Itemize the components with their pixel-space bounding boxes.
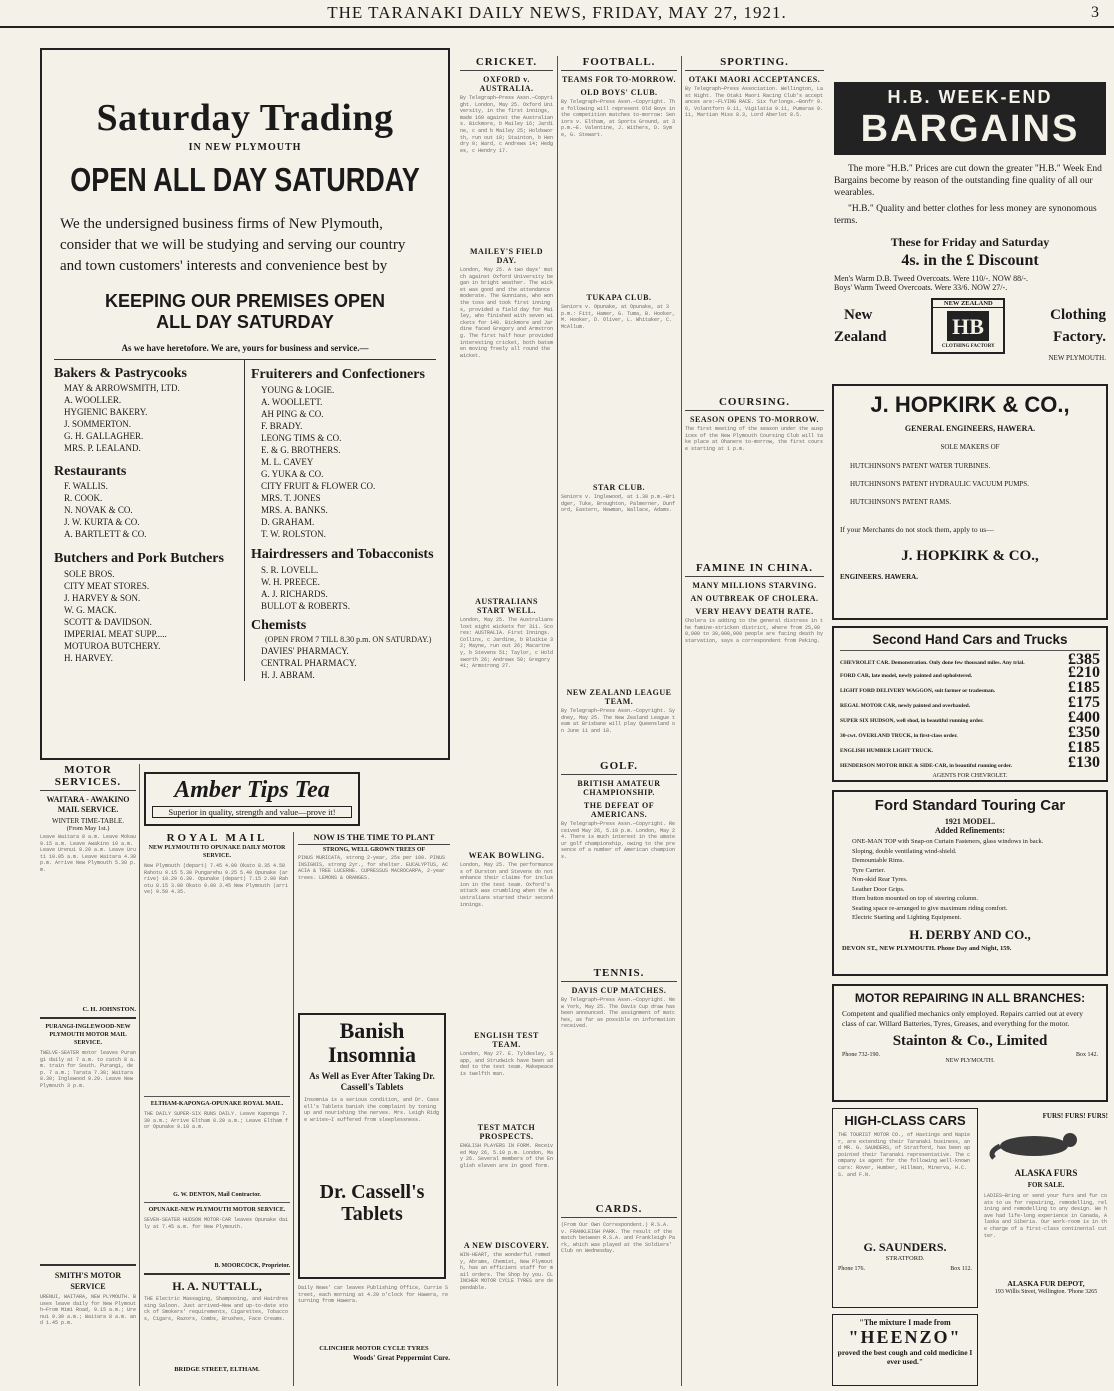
- chemists-note: (OPEN FROM 7 TILL 8.30 p.m. ON SATURDAY.): [265, 635, 432, 644]
- hairdressers-item: BULLOT & ROBERTS.: [261, 601, 351, 611]
- fruiterers-item: F. BRADY.: [261, 421, 303, 431]
- ford-item: Electric Starting and Lighting Equipment.: [852, 914, 962, 921]
- chemists-heading: Chemists: [251, 618, 307, 633]
- hb-monogram-icon: [933, 308, 1003, 344]
- bakers-item: G. H. GALLAGHER.: [64, 431, 144, 441]
- chemists-item: H. J. ABRAM.: [261, 670, 315, 680]
- clincher-tail: Woods' Great Peppermint Cure.: [353, 1354, 450, 1362]
- furs-text: LADIES—Bring or send your furs and fur coats to us for repairing, remodelling, relining and remodelling to any design. We have had life-long experience in Canada, Alaska and Siberia. Our work-room is in the charge of a first-class continental cutter.: [984, 1193, 1108, 1239]
- football-text: By Telegraph—Press Assn.—Copyright. Sydney, May 25. The New Zealand League team at Brisbane will play Queensland on June 11 and 18.: [561, 708, 676, 734]
- fruiterers-item: M. L. CAVEY: [261, 457, 314, 467]
- chemists-item: DAVIES' PHARMACY.: [261, 646, 349, 656]
- ford-title: Ford Standard Touring Car: [874, 797, 1066, 814]
- coursing-subhead: SEASON OPENS TO-MORROW.: [690, 415, 819, 424]
- stainton-title: MOTOR REPAIRING IN ALL BRANCHES:: [854, 991, 1086, 1005]
- royal-sub: NEW PLYMOUTH TO OPUNAKE DAILY MOTOR SERVICE.: [148, 845, 286, 859]
- svg-text:HB: HB: [952, 314, 985, 339]
- stainton-firm: Stainton & Co., Limited: [892, 1033, 1048, 1049]
- hopkirk-engineers: ENGINEERS. HAWERA.: [840, 573, 918, 581]
- highclass-phone: Phone 176.: [838, 1266, 865, 1272]
- heenzo-tail: proved the best cough and cold medicine I ever used.": [837, 1348, 973, 1366]
- amber-tips-tea-ad: [144, 772, 360, 826]
- golf-text: By Telegraph—Press Assn.—Copyright. Received May 26, 5.10 p.m. London, May 24. There is much interest in the amateur golf championship, owing to the presence of a number of American champions.: [561, 821, 676, 860]
- hb-factory: Factory.: [1053, 329, 1106, 345]
- motor-services-column: [40, 764, 140, 1386]
- hairdressers-heading: Hairdressers and Tobacconists: [251, 547, 434, 562]
- hopkirk-sub: GENERAL ENGINEERS, HAWERA.: [904, 424, 1036, 433]
- butchers-item: SOLE BROS.: [64, 569, 115, 579]
- motor-timetable: Leave Waitara 8 a.m. Leave Mokau 9.15 a.m. Leave Awakino 10 a.m. Leave Urenui 9.20 a.m. Leave Uruti 10.05 a.m. Leave Waitara 4.30 p.m. Arrive New Plymouth 5.30 p.m.: [40, 834, 136, 873]
- cholera-subhead: AN OUTBREAK OF CHOLERA.: [690, 594, 819, 603]
- fruiterers-item: T. W. ROLSTON.: [261, 529, 326, 539]
- car-desc: FORD CAR, late model, newly painted and upholstered.: [840, 673, 973, 679]
- restaurants-item: J. W. KURTA & CO.: [64, 517, 140, 527]
- hb-bargains-ad: [830, 82, 1110, 372]
- banish-l3: As Well as Ever After Taking Dr. Cassell's Tablets: [309, 1071, 435, 1092]
- car-desc: ENGLISH HUMBER LIGHT TRUCK.: [840, 748, 934, 754]
- football-text: Seniors v. Opunake, at Opunake, at 3 p.m.: Fitt, Hamer, G. Tuma, B. Hooker, M. Hooker, D. Oliver, L. Whitaker, C. McAllum.: [561, 304, 676, 330]
- restaurants-item: R. COOK.: [64, 493, 103, 503]
- butchers-item: J. HARVEY & SON.: [64, 593, 141, 603]
- chemists-item: CENTRAL PHARMACY.: [261, 658, 357, 668]
- motor-winter: WINTER TIME-TABLE.: [51, 817, 125, 825]
- cricket-text: London, May 27. E. Tyldesley, Sapp, and Strudwick have been added to the test team. Makepeace is twelfth man.: [460, 1051, 553, 1077]
- hb-banner: [834, 82, 1106, 155]
- restaurants-item: A. BARTLETT & CO.: [64, 529, 147, 539]
- hairdressers-list: [251, 564, 436, 612]
- ford-item: Seating space re-arranged to give maximum riding comfort.: [852, 904, 1008, 912]
- highclass-title: HIGH-CLASS CARS: [844, 1113, 966, 1128]
- furs-addr: 193 Willis Street, Wellington. 'Phone 3265: [994, 1289, 1098, 1295]
- golf-title: GOLF.: [561, 760, 677, 775]
- chemists-list: [251, 645, 436, 681]
- car-price: £210: [1068, 664, 1100, 681]
- motor-waitara: WAITARA - AWAKINO MAIL SERVICE.: [46, 795, 130, 814]
- highclass-place: STRATFORD.: [885, 1255, 925, 1262]
- nuttall-title: H. A. NUTTALL,: [172, 1279, 262, 1293]
- football-subhead: TEAMS FOR TO-MORROW.: [561, 75, 677, 84]
- hopkirk-ad: [832, 384, 1108, 620]
- royal-title: ROYAL MAIL: [166, 832, 268, 844]
- car-desc: REGAL MOTOR CAR, newly painted and overhauled.: [840, 703, 971, 709]
- fruiterers-item: E. & G. BROTHERS.: [261, 445, 341, 455]
- hb-badge2: CLOTHING FACTORY: [941, 344, 995, 349]
- cricket-text: London, May 25. The Australians lost eight wickets for 311. Scores: AUSTRALIA. First Innings. Collins, c Jardine, b Blaikie 32; Mayne, run out 26; Macartney, b Stevens 51; Taylor, c Holdsworth 26; Andrews 50; Gregory 41; Armstrong 27.: [460, 617, 553, 670]
- butchers-item: SCOTT & DAVIDSON.: [64, 617, 152, 627]
- furs-head: FURS! FURS! FURS!: [1042, 1112, 1108, 1120]
- car-price: £385: [1068, 651, 1100, 668]
- cricket-text: By Telegraph—Press Assn.—Copyright. London, May 25. Oxford University, in the first innings, made 169 against the Australians. Bickmore, b Mailey 16; Jardine, c and b Mailey 25; Holdsworth, run out 10; Stainton, b Hendry 0; Ward, c Andrews 14; Hedges, c Hendry 17.: [460, 95, 553, 154]
- plant-column: [298, 832, 450, 1386]
- masthead-title: THE TARANAKI DAILY NEWS, FRIDAY, MAY 27, 1921.: [327, 3, 787, 22]
- ford-item: ONE-MAN TOP with Snap-on Curtain Fasteners, glass windows in back.: [852, 838, 1044, 845]
- restaurants-heading: Restaurants: [54, 464, 127, 479]
- motor-smith-text: URENUI, WAITARA, NEW PLYMOUTH. Buses leave daily for New Plymouth—From Mimi Road, 9.15 a.m.; Urenui 9.30 a.m.; Waitara 8 a.m. and 1.45 p.m.: [40, 1294, 136, 1327]
- hopkirk-agents: SOLE MAKERS OF: [940, 443, 1000, 451]
- stainton-phone: Phone 732-190.: [842, 1052, 880, 1058]
- bakers-item: HYGIENIC BAKERY.: [64, 407, 148, 417]
- cricket-subhead: OXFORD v. AUSTRALIA.: [479, 75, 534, 93]
- tennis-text: By Telegraph—Press Assn.—Copyright. New York, May 25. The Davis Cup draw has been announced. The assignment of matches, as far as possible on information received.: [561, 997, 676, 1030]
- tennis-title: TENNIS.: [561, 967, 677, 982]
- car-price: £130: [1068, 754, 1100, 771]
- coursing-text: The first meeting of the season under the auspices of the New Plymouth Coursing Club will take place at Ohanere to-morrow, the first course starting at 1 p.m.: [685, 426, 824, 452]
- car-listing: [840, 709, 1100, 727]
- fruiterers-item: A. WOOLLETT.: [261, 397, 323, 407]
- motor-title: MOTOR SERVICES.: [40, 764, 136, 791]
- furs-ad: [982, 1108, 1110, 1386]
- car-listing: [840, 679, 1100, 697]
- hb-body1: The more "H.B." Prices are cut down the greater "H.B." Week End Bargains become by reason of the outstanding fine quality of all our wearables.: [834, 164, 1102, 198]
- car-listing: [840, 724, 1100, 742]
- saturday-in: IN NEW PLYMOUTH: [188, 142, 302, 153]
- car-desc: LIGHT FORD DELIVERY WAGGON, suit farmer or tradesman.: [840, 688, 996, 694]
- car-price: £350: [1068, 724, 1100, 741]
- fruiterers-item: G. YUKA & CO.: [261, 469, 324, 479]
- famine-subhead: MANY MILLIONS STARVING.: [692, 581, 817, 590]
- restaurants-item: F. WALLIS.: [64, 481, 108, 491]
- hb-new: New: [844, 307, 873, 323]
- stainton-body: Competent and qualified mechanics only employed. Repairs carried out at every class of car. Willard Batteries, Tyres, Greases, and everything for the motor.: [842, 1009, 1083, 1028]
- hopkirk-item: HUTCHINSON'S PATENT WATER TURBINES.: [850, 462, 991, 470]
- furs-alaska: ALASKA FURS: [1014, 1168, 1078, 1178]
- motor-sign: C. H. JOHNSTON.: [82, 1006, 136, 1013]
- motor-from: (From May 1st.): [66, 825, 110, 832]
- cricket-subhead: ENGLISH TEST TEAM.: [474, 1031, 539, 1049]
- plant-sub: STRONG, WELL GROWN TREES OF: [322, 847, 426, 853]
- fruiterers-item: LEONG TIMS & CO.: [261, 433, 342, 443]
- ford-item: Leather Door Grips.: [852, 885, 905, 893]
- car-listing: [840, 651, 1100, 668]
- amber-title: Amber Tips Tea: [174, 777, 330, 803]
- saturday-body: We the undersigned business firms of New Plymouth, consider that we will be studying and serving our country and town customers' interests and convenience best by: [60, 216, 406, 274]
- football-text: By Telegraph—Press Assn.—Copyright. The following will represent Old Boys in the competition matches to-morrow: Seniors v. Eltham, at Sports Ground, at 3 p.m.—E. Valentine, J. Withers, D. Syme, G. Stewart.: [561, 99, 676, 138]
- fruiterers-item: CITY FRUIT & FLOWER CO.: [261, 481, 376, 491]
- ford-firm: H. DERBY AND CO.,: [909, 926, 1031, 942]
- butchers-item: CITY MEAT STORES.: [64, 581, 150, 591]
- hb-body2: "H.B." Quality and better clothes for less money are synonomous terms.: [834, 204, 1097, 226]
- saturday-trading-ad: [40, 48, 450, 760]
- cricket-text: ENGLISH PLAYERS IN FORM. Received May 26, 5.10 p.m. London, May 26. Several members of the English eleven are in good form.: [460, 1143, 553, 1169]
- clincher-title: CLINCHER MOTOR CYCLE TYRES: [319, 1345, 429, 1352]
- car-price: £400: [1068, 709, 1100, 726]
- nuttall-addr: BRIDGE STREET, ELTHAM.: [174, 1366, 260, 1373]
- nuttall-text: THE Electric Massaging, Shampooing, and Hairdressing Saloon. Just arrived—New and up-to-date stock of Smokers' requirements, Cigarettes, Tobaccos, Cigars, Razors, Combs, Brushes, Face Creams.: [144, 1296, 289, 1322]
- ford-item: Tyre Carrier.: [852, 866, 886, 874]
- hb-title2: BARGAINS: [860, 108, 1080, 150]
- cricket-text: WIN-HEART, the wonderful remedy, Abrams, Chemist, New Plymouth, has an efficient staff for mail orders. The Shop by you. CLINCHER MOTOR CYCLE TYRES are dependable.: [460, 1252, 553, 1291]
- bakers-heading: Bakers & Pastrycooks: [54, 366, 187, 381]
- royal-mail-column: [144, 832, 294, 1386]
- car-desc: SUPER SIX HUDSON, well shod, in beautiful running order.: [840, 718, 984, 724]
- heenzo-ad: [832, 1314, 978, 1386]
- royal-denton: G. W. DENTON, Mail Contractor.: [173, 1192, 261, 1198]
- hb-logo: [931, 298, 1005, 354]
- golf-subhead: BRITISH AMATEUR CHAMPIONSHIP.: [577, 779, 661, 797]
- bakers-item: J. SOMMERTON.: [64, 419, 132, 429]
- bakers-list: [54, 382, 240, 454]
- cars-title: Second Hand Cars and Trucks: [872, 632, 1068, 647]
- car-price: £185: [1068, 679, 1100, 696]
- cricket-subhead: TEST MATCH PROSPECTS.: [477, 1123, 536, 1141]
- hb-line1: Men's Warm D.B. Tweed Overcoats. Were 110/-. NOW 88/-.: [834, 274, 1028, 283]
- cricket-text: London, May 25. A two days' match against Oxford University began in bright weather. The wicket was good and the attendance moderate. The Gunnians, who won the toss and took first innings, provided a field day for Mailey, who finished with seven wickets for 140. Bickmore and Jardine faced Gregory and Armstrong. The first half hour provided interesting cricket, both batsmen moving freely all round the wicket.: [460, 267, 553, 359]
- stainton-box: Box 142.: [1075, 1052, 1098, 1058]
- coursing-title: COURSING.: [685, 396, 824, 411]
- fruiterers-heading: Fruiterers and Confectioners: [251, 367, 425, 382]
- high-class-cars-ad: [832, 1108, 978, 1308]
- car-price: £175: [1068, 694, 1100, 711]
- car-desc: CHEVROLET CAR. Demonstration. Only done few thousand miles. Any trial.: [840, 660, 1025, 666]
- ford-added: Added Refinements:: [935, 826, 1005, 835]
- cricket-column: [460, 56, 553, 1386]
- fruiterers-list: [251, 384, 436, 540]
- hb-these: These for Friday and Saturday: [890, 235, 1050, 249]
- death-subhead: VERY HEAVY DEATH RATE.: [695, 607, 814, 616]
- banish-l2: Insomnia: [327, 1042, 417, 1067]
- saturday-title: Saturday Trading: [96, 97, 394, 139]
- plant-title: NOW IS THE TIME TO PLANT: [298, 832, 450, 845]
- football-subhead: STAR CLUB.: [593, 483, 645, 492]
- bakers-item: A. WOOLLER.: [64, 395, 122, 405]
- ford-item: Non-skid Rear Tyres.: [852, 876, 908, 883]
- royal-eltham-text: THE DAILY SUPER-SIX RUNS DAILY. Leave Kaponga 7.30 a.m.; Arrive Eltham 8.20 a.m.; Leave Eltham for Opunake 9.10 a.m.: [144, 1111, 289, 1131]
- butchers-item: W. G. MACK.: [64, 605, 117, 615]
- hb-zealand: Zealand: [834, 329, 887, 345]
- golf-subhead: THE DEFEAT OF AMERICANS.: [583, 801, 655, 819]
- football-text: Seniors v. Inglewood, at 1.30 p.m.—Bridger, Tuke, Broughton, Palmerner, Dunford, Eastern, Newman, Wallace, Adams.: [561, 494, 676, 514]
- royal-opunake-text: SEVEN-SEATER HUDSON MOTOR-CAR leaves Opunake daily at 7.45 a.m. for New Plymouth.: [144, 1217, 289, 1230]
- football-subhead: OLD BOYS' CLUB.: [580, 88, 658, 97]
- furs-forsale: FOR SALE.: [1027, 1181, 1065, 1189]
- famine-title: FAMINE IN CHINA.: [685, 562, 824, 577]
- car-listing: [840, 739, 1100, 757]
- cards-text: (From Our Own Correspondent.) R.S.A. v. FRANKLEIGH PARK. The result of the match between R.S.A. and Frankleigh Park, which was played at the Soldiers' Club on Wednesday.: [561, 1222, 676, 1255]
- ford-touring-ad: [832, 790, 1108, 976]
- banish-l4: Dr. Cassell's: [319, 1181, 425, 1203]
- hopkirk-ask: If your Merchants do not stock them, apply to us—: [840, 525, 994, 534]
- hb-discount: 4s. in the £ Discount: [901, 252, 1039, 269]
- cricket-subhead: MAILEY'S FIELD DAY.: [469, 247, 543, 265]
- bakers-item: MRS. P. LEALAND.: [64, 443, 141, 453]
- hb-clothing: Clothing: [1050, 307, 1106, 323]
- cricket-title: CRICKET.: [460, 56, 553, 71]
- fruiterers-item: MRS. T. JONES: [261, 493, 321, 503]
- royal-moorcock: B. MOORCOCK, Proprietor.: [214, 1263, 290, 1269]
- hb-place: NEW PLYMOUTH.: [1048, 354, 1106, 362]
- cars-agents: AGENTS FOR CHEVROLET.: [932, 773, 1008, 779]
- butchers-item: IMPERIAL MEAT SUPP.....: [64, 629, 167, 639]
- hb-badge: NEW ZEALAND: [933, 300, 1003, 308]
- sporting-title: SPORTING.: [685, 56, 824, 71]
- car-price: £185: [1068, 739, 1100, 756]
- banish-insomnia-ad: [298, 1013, 446, 1279]
- fruiterers-item: D. GRAHAM.: [261, 517, 315, 527]
- hopkirk-sign: J. HOPKIRK & CO.,: [901, 548, 1039, 564]
- hopkirk-item: HUTCHINSON'S PATENT HYDRAULIC VACUUM PUMPS.: [850, 480, 1029, 488]
- butchers-item: H. HARVEY.: [64, 653, 113, 663]
- saturday-heretofore: As we have heretofore. We are, yours for business and service.—: [121, 343, 369, 353]
- car-desc: HENDERSON MOTOR BIKE & SIDE-CAR, in beautiful running order.: [840, 763, 1013, 769]
- banish-l1: Banish: [339, 1018, 405, 1043]
- highclass-text: THE TOURIST MOTOR CO., of Hastings and Napier, are extending their Taranaki business, and MR. G. SAUNDERS, of Stratford, has been appointed their Taranaki representative. The company is agent for the following well-known cars: Rover, Humber, Hillman, Minerva, H.C.S. and F.N.: [838, 1132, 971, 1178]
- car-desc: 30-cwt. OVERLAND TRUCK, in first-class order.: [840, 733, 958, 739]
- cricket-subhead: A NEW DISCOVERY.: [463, 1241, 550, 1250]
- sporting-text: By Telegraph—Press Association. Wellington, Last Night. The Otaki Maori Racing Club's acceptances are:—FLYING RACE. Six furlongs.—Bonfr 9.6, Volantforn 9.11, Vigilatia 9.11, Pumaras 9.11, Martian Miss 8.3, Lord Aberlot 8.5.: [685, 86, 824, 119]
- ford-addr: DEVON ST., NEW PLYMOUTH. Phone Day and Night, 159.: [842, 944, 1012, 952]
- football-subhead: NEW ZEALAND LEAGUE TEAM.: [566, 688, 672, 706]
- second-hand-cars-ad: [832, 626, 1108, 782]
- motor-smith: SMITH'S MOTOR SERVICE: [54, 1271, 122, 1291]
- cards-title: CARDS.: [561, 1203, 677, 1218]
- plant-text-2: Daily News' car leaves Publishing Office, Currie Street, each morning at 4.20 o'clock for Hawera, returning from Hawera.: [298, 1285, 449, 1305]
- restaurants-item: N. NOVAK & CO.: [64, 505, 133, 515]
- fruiterers-item: AH PING & CO.: [261, 409, 324, 419]
- famine-text: Cholera is adding to the general distress in the famine-stricken district, where from 25,000,000 to 30,000,000 people are facing death by starvation, says a correspondent from Peking.: [685, 618, 824, 644]
- cricket-subhead: WEAK BOWLING.: [468, 851, 545, 860]
- fruiterers-item: MRS. A. BANKS.: [261, 505, 328, 515]
- banish-l5: Tablets: [341, 1203, 403, 1225]
- plant-text: PINUS MURICATA, strong 2-year, 25s per 100. PINUS INSIGNIS, strong 2yr., for shelter. EUCALYPTUS, ACACIA & TREE LUCERNE. CUPRESSUS MACROCARPA, 2-year trees. LEMONS & ORANGES.: [298, 855, 449, 881]
- football-title: FOOTBALL.: [561, 56, 677, 71]
- restaurants-list: [54, 480, 240, 540]
- heenzo-name: "HEENZO": [848, 1327, 962, 1347]
- cars-firm: [840, 779, 1100, 782]
- hopkirk-item: HUTCHINSON'S PATENT RAMS.: [850, 498, 952, 506]
- football-column: [557, 56, 677, 1386]
- hairdressers-item: S. R. LOVELL.: [261, 565, 319, 575]
- page-number: 3: [1091, 4, 1100, 21]
- butchers-list: [54, 568, 240, 664]
- butchers-heading: Butchers and Pork Butchers: [54, 551, 224, 566]
- highclass-firm: G. SAUNDERS.: [863, 1240, 947, 1254]
- stainton-place: NEW PLYMOUTH.: [945, 1058, 995, 1064]
- heenzo-quote: "The mixture I made from: [859, 1318, 951, 1327]
- sporting-subhead: OTAKI MAORI ACCEPTANCES.: [688, 75, 821, 84]
- car-listing: [840, 694, 1100, 712]
- ford-item: Sloping, double ventilating wind-shield.: [852, 847, 957, 855]
- saturday-open: OPEN ALL DAY SATURDAY: [70, 161, 420, 199]
- car-listing: [840, 664, 1100, 682]
- hb-line2: Boys' Warm Tweed Overcoats. Were 33/6. NOW 27/-.: [834, 283, 1008, 292]
- motor-purangi-text: TWELVE-SEATER motor leaves Purangi daily at 7 a.m. to catch 8 a.m. train for South. Purangi, dep. 7 a.m.; Tarata 7.30; Waitara 8.30; Inglewood 9.20. Leave New Plymouth 3 p.m.: [40, 1050, 136, 1089]
- highclass-box: Box 112.: [950, 1266, 972, 1272]
- saturday-allday: ALL DAY SATURDAY: [156, 312, 334, 332]
- football-subhead: TUKAPA CLUB.: [586, 293, 652, 302]
- car-listing: [840, 754, 1100, 772]
- fur-animal-icon: [984, 1122, 1104, 1164]
- banish-text: Insomnia is a serious condition, and Dr. Cassell's Tablets banish the complaint by toning up and nourishing the nerves. Mrs. Leigh Ridge writes—I suffered from sleeplessness.: [304, 1097, 440, 1123]
- cricket-text: London, May 25. The performances of Durston and Stevens do not enhance their claims for inclusion in the test team. Oxford's attack was crumbling when the Australians started their second innings.: [460, 862, 553, 908]
- masthead: [0, 0, 1114, 28]
- royal-timetable: New Plymouth (depart) 7.45 4.00 Okato 8.35 4.50 Rahotu 9.15 5.30 Pungarehu 9.25 5.40 Opunake (arrive) 10.20 6.30. Opunake (depart) 7.15 2.00 Rahotu 8.15 3.00 Okato 9.00 3.45 New Plymouth (arrive) 9.50 4.35.: [144, 863, 289, 896]
- stainton-ad: [832, 984, 1108, 1102]
- amber-tag: Superior in quality, strength and value—prove it!: [152, 806, 352, 818]
- hopkirk-title: J. HOPKIRK & CO.,: [870, 392, 1070, 417]
- bakers-item: MAY & ARROWSMITH, LTD.: [64, 383, 180, 393]
- cricket-subhead: AUSTRALIANS START WELL.: [475, 597, 538, 615]
- royal-eltham: ELTHAM-KAPONGA-OPUNAKE ROYAL MAIL.: [150, 1101, 284, 1107]
- saturday-keeping: KEEPING OUR PREMISES OPEN: [104, 291, 386, 311]
- tennis-subhead: DAVIS CUP MATCHES.: [571, 986, 667, 995]
- motor-purangi: PURANGI-INGLEWOOD-NEW PLYMOUTH MOTOR MAIL SERVICE.: [45, 1024, 131, 1046]
- ford-model: 1921 MODEL.: [944, 817, 996, 826]
- hairdressers-item: A. J. RICHARDS.: [261, 589, 328, 599]
- ford-item: Demountable Rims.: [852, 857, 904, 864]
- furs-depot: ALASKA FUR DEPOT,: [1007, 1279, 1085, 1288]
- sporting-column: [681, 56, 824, 1386]
- hairdressers-item: W. H. PREECE.: [261, 577, 320, 587]
- ford-item: Horn button mounted on top of steering column.: [852, 895, 979, 902]
- butchers-item: MOTUROA BUTCHERY.: [64, 641, 161, 651]
- hb-title1: H.B. WEEK-END: [887, 87, 1053, 107]
- fruiterers-item: YOUNG & LOGIE.: [261, 385, 335, 395]
- royal-opunake: OPUNAKE-NEW PLYMOUTH MOTOR SERVICE.: [148, 1207, 286, 1213]
